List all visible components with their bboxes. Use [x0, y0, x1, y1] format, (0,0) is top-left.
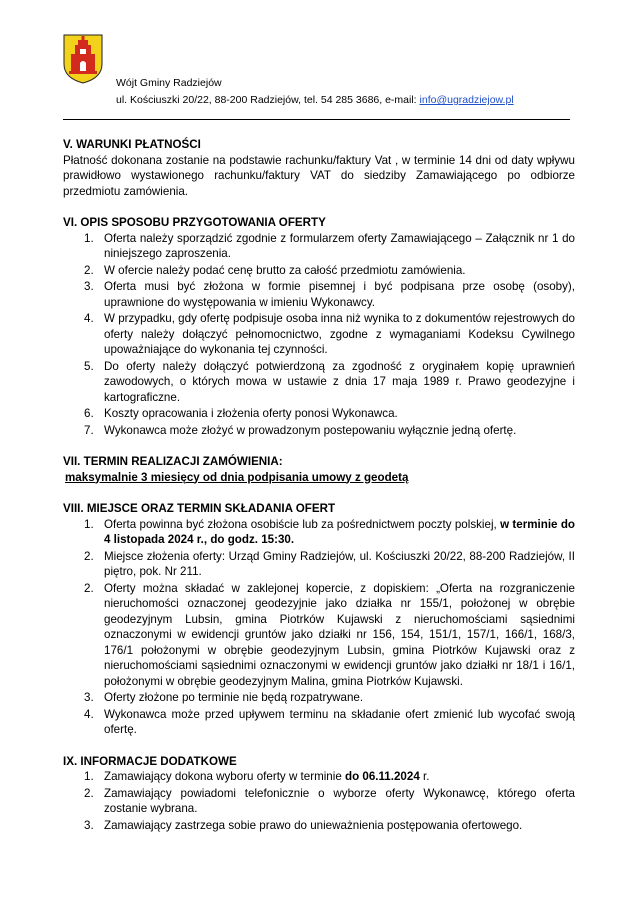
- list-item-number: 5.: [84, 359, 94, 373]
- list-item-text: Oferta musi być złożona w formie pisemnej i być podpisana prze osobę (osoby), uprawnione do występowania w imieniu Wykonawcy.: [104, 280, 575, 309]
- list-item: [63, 359, 575, 406]
- header-address-text: ul. Kościuszki 20/22, 88-200 Radziejów, tel. 54 285 3686, e-mail:: [116, 94, 420, 106]
- list-item-number: 3.: [84, 818, 94, 832]
- list-item-number: 3.: [84, 280, 94, 293]
- list-item-number: 2.: [84, 581, 94, 595]
- list-item-number: 2.: [84, 786, 94, 800]
- section-place-title: VIII. MIEJSCE ORAZ TERMIN SKŁADANIA OFERT: [63, 502, 336, 515]
- list-item-text: Do oferty należy dołączyć potwierdzoną za zgodność z oryginałem kopię uprawnień zawodowych, o których mowa w ustawie z dnia 17 maja 1989 r. Prawo geodezyjne i kartograficzne.: [104, 359, 575, 404]
- list-item: [63, 549, 575, 580]
- header-divider: [63, 119, 570, 120]
- list-item-text: Zamawiający zastrzega sobie prawo do unieważnienia postępowania ofertowego.: [104, 818, 523, 832]
- section-payment-title: V. WARUNKI PŁATNOŚCI: [63, 138, 201, 151]
- document-body: [63, 137, 575, 834]
- list-item: [63, 231, 575, 262]
- list-item-text: Koszty opracowania i złożenia oferty ponosi Wykonawca.: [104, 407, 398, 420]
- list-item-text: Miejsce złożenia oferty: Urząd Gminy Radziejów, ul. Kościuszki 20/22, 88-200 Radziejów, II piętro, pok. Nr 211.: [104, 549, 575, 578]
- list-item: [63, 517, 575, 548]
- list-item-number: 2.: [84, 263, 94, 277]
- section-deadline-title: VII. TERMIN REALIZACJI ZAMÓWIENIA:: [63, 455, 283, 468]
- section-info-title: IX. INFORMACJE DODATKOWE: [63, 754, 237, 768]
- list-item-number: 3.: [84, 691, 94, 704]
- list-item: [63, 311, 575, 358]
- coat-of-arms-icon: [63, 34, 103, 84]
- list-item-text: Wykonawca może złożyć w prowadzonym postepowaniu wyłącznie jedną ofertę.: [104, 423, 517, 437]
- list-item-number: 2.: [84, 549, 94, 563]
- list-item: [63, 279, 575, 310]
- list-item-number: 4.: [84, 312, 94, 325]
- list-item-text: Oferta powinna być złożona osobiście lub za pośrednictwem poczty polskiej,: [104, 517, 501, 531]
- list-item: [63, 707, 575, 738]
- section-info: [63, 754, 575, 834]
- list-item-number: 4.: [84, 707, 94, 721]
- header-office-name: Wójt Gminy Radziejów: [116, 77, 222, 89]
- list-item-number: 1.: [84, 517, 94, 531]
- offer-prep-list: [63, 231, 575, 439]
- section-offer-prep-title: VI. OPIS SPOSOBU PRZYGOTOWANIA OFERTY: [63, 216, 326, 229]
- header-email-link[interactable]: info@ugradziejow.pl: [419, 94, 514, 106]
- list-item: [63, 406, 575, 422]
- list-item-bold-date: do 06.11.2024: [345, 770, 420, 783]
- list-item-bold-deadline: w terminie do 4 listopada 2024 r., do godz. 15:30.: [104, 517, 575, 546]
- section-payment-text: Płatność dokonana zostanie na podstawie rachunku/faktury Vat , w terminie 14 dni od daty wpływu prawidłowo wystawionego rachunku/faktury VAT do siedziby Zamawiającego po odbiorze przedmiotu zamówienia.: [63, 153, 575, 198]
- list-item: [63, 690, 575, 706]
- list-item-number: 1.: [84, 231, 94, 245]
- section-place: [63, 501, 575, 738]
- section-deadline-text: maksymalnie 3 miesięcy od dnia podpisania umowy z geodetą: [65, 470, 409, 484]
- list-item-text-suffix: r.: [419, 770, 430, 783]
- section-offer-prep: [63, 215, 575, 438]
- info-list: [63, 769, 575, 833]
- header-address: [116, 93, 514, 107]
- list-item: [63, 423, 575, 439]
- list-item-number: 7.: [84, 423, 94, 437]
- list-item-number: 1.: [84, 770, 94, 783]
- list-item-text: W przypadku, gdy ofertę podpisuje osoba inna niż wynika to z dokumentów rejestrowych do oferty należy dołączyć pełnomocnictwo, zgodne z wymaganiami Kodeksu Cywilnego upoważniające do wykonania tej czynności.: [104, 312, 575, 356]
- list-item-number: 6.: [84, 407, 94, 420]
- list-item-text: Oferty można składać w zaklejonej kopercie, z dopiskiem: „Oferta na rozgraniczenie nieruchomości oznaczonej geodezyjnie jako działka nr 155/1, położonej w obrębie geodezyjnym Lubsin, gmina Piotrków Kujawski z nieruchomościami sąsiednimi oznaczonymi w ewidencji gruntów jako działki nr 156, 154, 151/1, 157/1, 166/1, 168/3, 176/1 położonymi w obrębie geodezyjnym Lubsin, gmina Piotrków Kujawski oraz z nieruchomościami sąsiednimi oznaczonymi w ewidencji gruntów jako działki nr 18/1 i 16/1, położonymi w obrębie geodezyjnym Malina, gmina Piotrków Kujawski.: [104, 581, 575, 688]
- list-item-text: Oferta należy sporządzić zgodnie z formularzem oferty Zamawiającego – Załącznik nr 1 do niniejszego zaproszenia.: [104, 231, 575, 260]
- section-deadline: [63, 454, 575, 485]
- list-item: [63, 581, 575, 690]
- place-list: [63, 517, 575, 738]
- section-payment: [63, 137, 575, 199]
- list-item-text: Zamawiający powiadomi telefonicznie o wyborze oferty Wykonawcę, którego oferta zostanie wybrana.: [104, 786, 575, 815]
- list-item: [63, 786, 575, 817]
- list-item: [63, 818, 575, 834]
- list-item: [63, 263, 575, 279]
- list-item: [63, 769, 575, 785]
- list-item-text: Oferty złożone po terminie nie będą rozpatrywane.: [104, 691, 364, 704]
- list-item-text: Zamawiający dokona wyboru oferty w terminie: [104, 770, 345, 783]
- list-item-text: Wykonawca może przed upływem terminu na składanie ofert zmienić lub wycofać swoją ofertę.: [104, 707, 575, 736]
- list-item-text: W ofercie należy podać cenę brutto za całość przedmiotu zamówienia.: [104, 263, 466, 277]
